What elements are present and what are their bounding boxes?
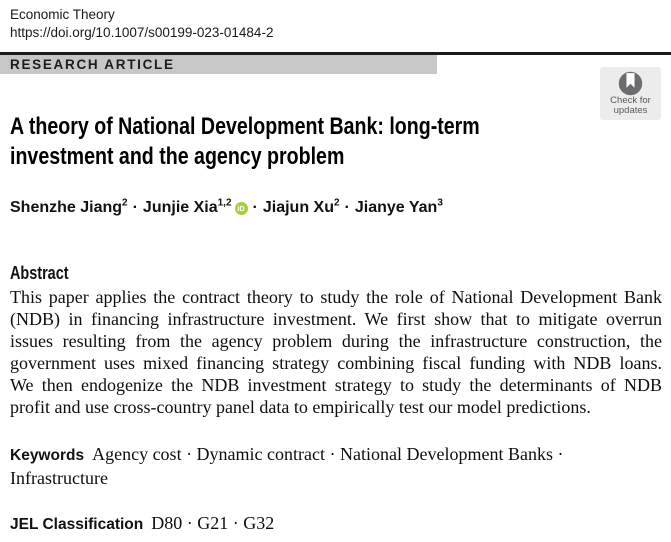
abstract-line: profit and use cross-country panel data to empirically test our model predictions. <box>10 397 591 418</box>
crossmark-bookmark-icon <box>618 71 643 96</box>
jel-values: D80 · G21 · G32 <box>151 513 275 533</box>
author-separator-dot: · <box>132 199 138 216</box>
author-affiliation-superscript: 3 <box>437 197 443 209</box>
author-affiliation-superscript: 2 <box>122 197 128 209</box>
author: Junjie Xia$^{1,2}$ iD <box>143 199 248 216</box>
article-type-bar <box>0 55 437 74</box>
author-affiliation-superscript: 1,2 <box>217 197 232 209</box>
keywords-label: Keywords <box>10 447 85 464</box>
author-separator-dot: · <box>252 199 258 216</box>
keywords-values: Agency cost · Dynamic contract · National Development Banks · Infrastructure <box>10 444 564 489</box>
author-affiliation-superscript: 2 <box>333 197 340 209</box>
author: Shenzhe Jiang$^2$ <box>10 197 128 216</box>
journal-name: Economic Theory <box>10 7 115 22</box>
journal-doi-link[interactable]: https://doi.org/10.1007/s00199-023-01484-2 <box>10 25 274 40</box>
abstract-heading: Abstract <box>10 262 69 283</box>
check-for-updates-text-line1: Check for <box>610 95 651 106</box>
author-separator-dot: · <box>344 199 350 216</box>
abstract-text <box>10 286 662 419</box>
abstract-line: government uses mixed financing strategy combining fiscal funding with NDB loans. <box>10 353 662 374</box>
abstract-line: issues resulting from the agency problem during the infrastructure construction, the <box>10 331 662 352</box>
abstract-line: (NDB) in financing infrastructure investment. We first show that to mitigate overrun <box>10 309 662 330</box>
article-type-label: RESEARCH ARTICLE <box>10 57 175 72</box>
author: Jianye Yan$^3$ <box>354 197 443 216</box>
jel-label: JEL Classification <box>10 516 144 533</box>
abstract-line: We then endogenize the NDB investment strategy to study the determinants of NDB <box>10 375 662 396</box>
article-title <box>10 112 618 172</box>
journal-header <box>10 6 273 42</box>
keywords-line <box>10 443 662 489</box>
abstract-line: This paper applies the contract theory to study the role of National Development Bank <box>10 287 662 307</box>
article-title-line2: investment and the agency problem <box>10 143 345 170</box>
article-title-line1: A theory of National Development Bank: long-term <box>10 113 480 140</box>
authors-line <box>10 199 670 217</box>
author: Jiajun Xu$^2$ <box>262 197 340 216</box>
check-for-updates-text-line2: updates <box>613 105 648 116</box>
orcid-icon[interactable]: iD <box>235 202 248 215</box>
jel-classification-line <box>10 512 662 536</box>
